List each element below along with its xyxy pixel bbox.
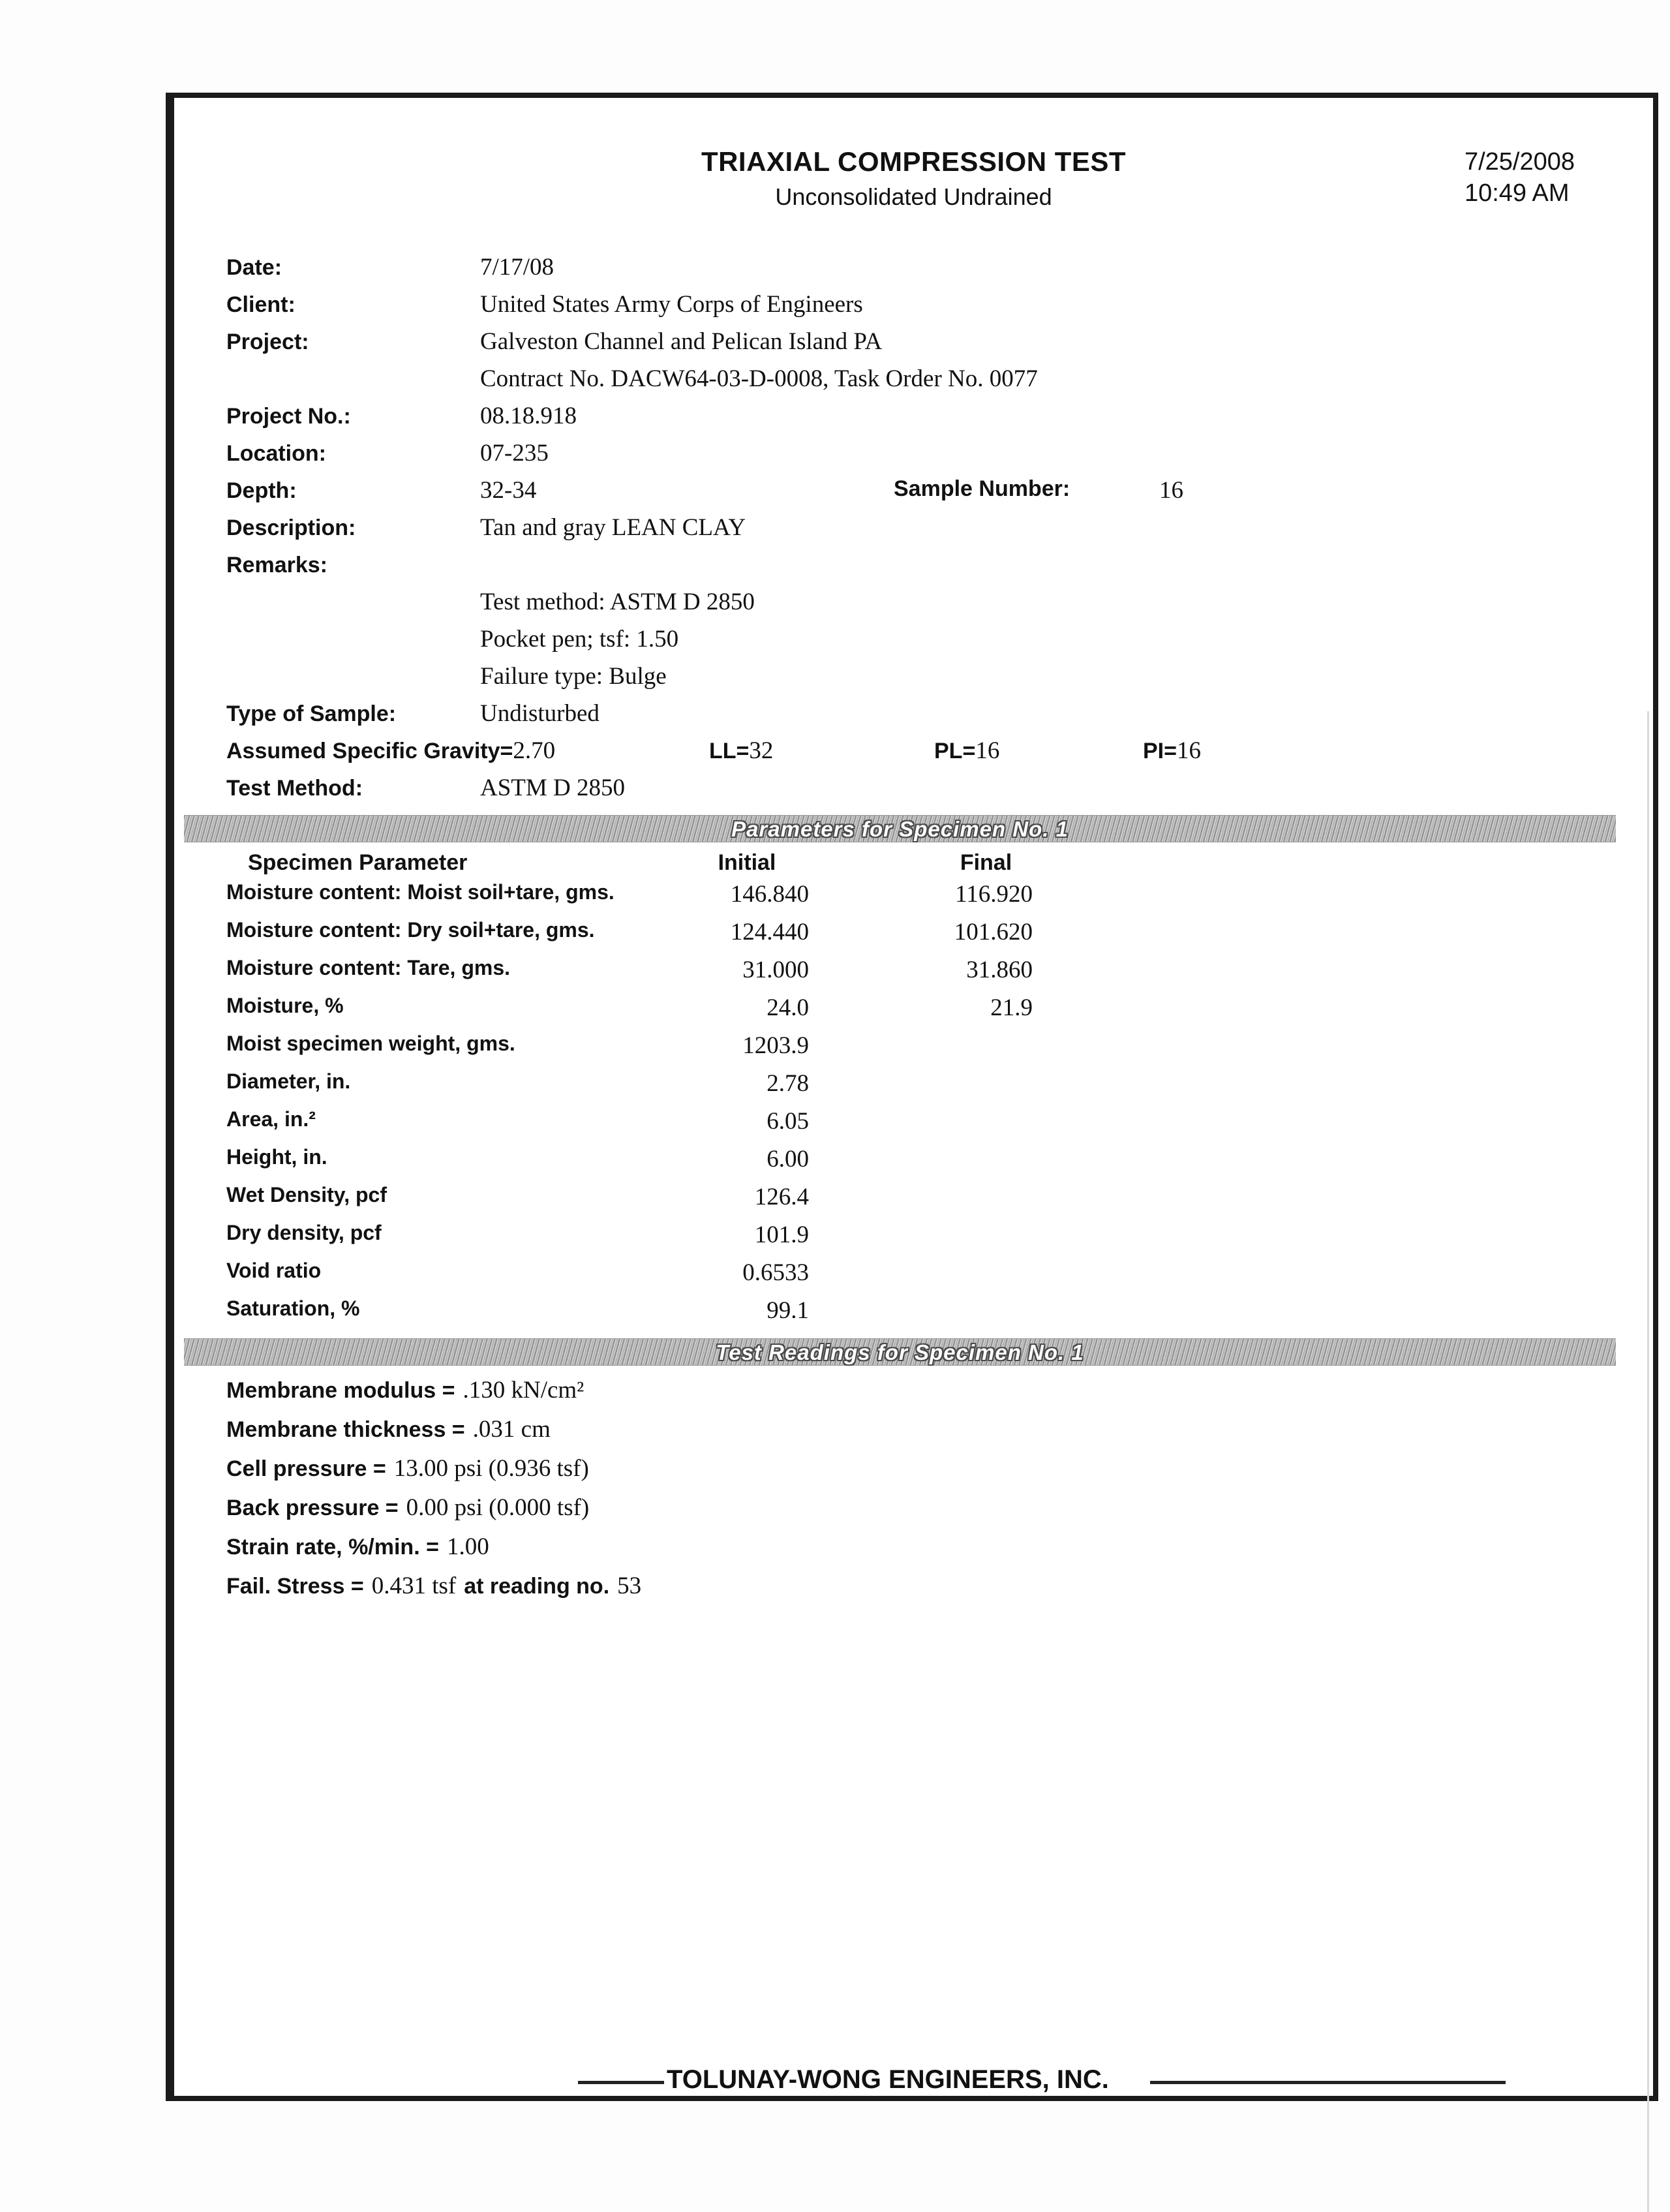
field-value: Test method: ASTM D 2850 bbox=[480, 589, 755, 615]
field-value: Tan and gray LEAN CLAY bbox=[480, 514, 746, 541]
info-row bbox=[226, 253, 1653, 290]
field-value: 7/17/08 bbox=[480, 254, 554, 281]
specific-gravity-row bbox=[226, 737, 1653, 774]
specific-gravity-value: 2.70 bbox=[513, 737, 556, 764]
footer-rule-left bbox=[578, 2081, 664, 2084]
reading-value: 0.431 tsf bbox=[371, 1573, 457, 1599]
parameter-initial-value: 0.6533 bbox=[742, 1259, 809, 1286]
parameter-name: Moisture content: Dry soil+tare, gms. bbox=[226, 918, 595, 942]
field-value: 08.18.918 bbox=[480, 403, 577, 429]
page-footer bbox=[174, 2057, 1653, 2096]
info-row bbox=[226, 476, 1653, 514]
column-header-final: Final bbox=[960, 850, 1012, 875]
info-row bbox=[226, 551, 1653, 588]
ll-value: 32 bbox=[749, 737, 774, 764]
parameters-table-header bbox=[226, 850, 1653, 880]
footer-company-name: TOLUNAY-WONG ENGINEERS, INC. bbox=[667, 2065, 1109, 2094]
test-readings-block bbox=[226, 1376, 1653, 1611]
print-date: 7/25/2008 bbox=[1464, 148, 1575, 176]
scan-artifact-edge bbox=[1647, 711, 1649, 2212]
parameter-row bbox=[226, 918, 1653, 956]
parameter-name: Moisture, % bbox=[226, 994, 344, 1017]
info-row bbox=[226, 402, 1653, 439]
reading-value: 0.00 psi (0.000 tsf) bbox=[406, 1494, 590, 1521]
section-banner-parameters bbox=[184, 815, 1616, 842]
field-value: Failure type: Bulge bbox=[480, 663, 667, 690]
field-value-secondary: 16 bbox=[1159, 477, 1183, 504]
field-label: Client: bbox=[226, 292, 296, 317]
parameter-row bbox=[226, 1183, 1653, 1221]
parameter-initial-value: 124.440 bbox=[730, 919, 809, 945]
reading-line bbox=[226, 1533, 1653, 1572]
parameter-initial-value: 101.9 bbox=[754, 1221, 809, 1248]
pl-value: 16 bbox=[975, 737, 1000, 764]
parameter-row bbox=[226, 1221, 1653, 1259]
parameter-final-value: 116.920 bbox=[955, 881, 1033, 908]
info-row bbox=[226, 625, 1653, 662]
plastic-limit bbox=[934, 737, 999, 765]
reading-label: Membrane modulus = bbox=[226, 1378, 455, 1403]
info-row bbox=[226, 365, 1653, 402]
parameter-initial-value: 146.840 bbox=[730, 881, 809, 908]
reading-value: 1.00 bbox=[446, 1533, 489, 1560]
pi-value: 16 bbox=[1176, 737, 1201, 764]
field-value: Pocket pen; tsf: 1.50 bbox=[480, 626, 679, 653]
field-label: Project No.: bbox=[226, 404, 351, 429]
column-header-initial: Initial bbox=[718, 850, 776, 875]
field-value: 32-34 bbox=[480, 477, 537, 504]
banner-parameters-text: Parameters for Specimen No. 1 bbox=[731, 817, 1069, 841]
page-subtitle: Unconsolidated Undrained bbox=[775, 183, 1052, 210]
liquid-limit bbox=[709, 737, 773, 765]
reading-line bbox=[226, 1494, 1653, 1533]
reading-value: .031 cm bbox=[472, 1416, 551, 1443]
section-banner-test-readings bbox=[184, 1338, 1616, 1366]
pl-label: PL= bbox=[934, 739, 976, 763]
reading-line bbox=[226, 1454, 1653, 1494]
reading-label: Strain rate, %/min. = bbox=[226, 1535, 439, 1559]
parameter-name: Height, in. bbox=[226, 1145, 327, 1169]
parameter-initial-value: 1203.9 bbox=[742, 1032, 809, 1059]
reading-label: Fail. Stress = bbox=[226, 1574, 364, 1599]
parameter-initial-value: 31.000 bbox=[742, 957, 809, 983]
pi-label: PI= bbox=[1143, 739, 1177, 763]
parameter-name: Moist specimen weight, gms. bbox=[226, 1032, 515, 1055]
document-page bbox=[166, 93, 1658, 2101]
field-label: Depth: bbox=[226, 478, 297, 503]
reading-label: Back pressure = bbox=[226, 1496, 399, 1520]
parameter-initial-value: 24.0 bbox=[767, 994, 809, 1021]
reading-line bbox=[226, 1415, 1653, 1454]
page-title: TRIAXIAL COMPRESSION TEST bbox=[701, 146, 1127, 177]
column-header-parameter: Specimen Parameter bbox=[248, 850, 468, 875]
parameters-table-body bbox=[226, 880, 1653, 1334]
field-value: Undisturbed bbox=[480, 700, 600, 727]
parameter-row bbox=[226, 1069, 1653, 1107]
sample-info-block bbox=[226, 253, 1653, 737]
field-label: Remarks: bbox=[226, 553, 327, 577]
specific-gravity-label: Assumed Specific Gravity= bbox=[226, 739, 513, 763]
reading-line bbox=[226, 1376, 1653, 1415]
print-time: 10:49 AM bbox=[1464, 179, 1570, 207]
field-label-secondary: Sample Number: bbox=[894, 476, 1070, 501]
info-row bbox=[226, 290, 1653, 328]
info-row bbox=[226, 662, 1653, 699]
field-label: Description: bbox=[226, 515, 356, 540]
field-label: Location: bbox=[226, 441, 326, 466]
footer-rule-right bbox=[1150, 2081, 1506, 2084]
parameter-final-value: 31.860 bbox=[966, 957, 1033, 983]
reading-label: Cell pressure = bbox=[226, 1456, 386, 1481]
parameter-name: Void ratio bbox=[226, 1259, 322, 1282]
test-method-value: ASTM D 2850 bbox=[480, 775, 626, 801]
parameter-row bbox=[226, 994, 1653, 1032]
field-label: Type of Sample: bbox=[226, 701, 397, 726]
field-value: Galveston Channel and Pelican Island PA bbox=[480, 328, 883, 355]
field-value: United States Army Corps of Engineers bbox=[480, 291, 863, 318]
parameter-name: Area, in.² bbox=[226, 1107, 316, 1131]
report-header bbox=[174, 98, 1653, 211]
parameter-name: Diameter, in. bbox=[226, 1069, 351, 1093]
field-value: 07-235 bbox=[480, 440, 549, 467]
field-label: Project: bbox=[226, 330, 309, 354]
print-datetime bbox=[1465, 146, 1575, 209]
info-row bbox=[226, 588, 1653, 625]
reading-value: .130 kN/cm² bbox=[463, 1377, 584, 1404]
parameter-row bbox=[226, 880, 1653, 918]
parameter-row bbox=[226, 1297, 1653, 1334]
banner-test-readings-text: Test Readings for Specimen No. 1 bbox=[716, 1340, 1084, 1364]
reading-value: 13.00 psi (0.936 tsf) bbox=[393, 1455, 589, 1482]
parameter-name: Saturation, % bbox=[226, 1297, 360, 1320]
parameter-row bbox=[226, 1107, 1653, 1145]
field-label: Date: bbox=[226, 255, 282, 280]
reading-value-secondary: 53 bbox=[617, 1573, 642, 1599]
parameter-name: Moisture content: Moist soil+tare, gms. bbox=[226, 880, 615, 904]
ll-label: LL= bbox=[709, 739, 750, 763]
reading-line bbox=[226, 1572, 1653, 1611]
reading-label: Membrane thickness = bbox=[226, 1417, 465, 1442]
field-value: Contract No. DACW64-03-D-0008, Task Order No. 0077 bbox=[480, 365, 1038, 392]
parameter-final-value: 21.9 bbox=[990, 994, 1033, 1021]
info-row bbox=[226, 514, 1653, 551]
parameter-initial-value: 6.00 bbox=[767, 1146, 809, 1173]
parameter-initial-value: 126.4 bbox=[754, 1184, 809, 1210]
parameter-row bbox=[226, 1145, 1653, 1183]
parameter-row bbox=[226, 1032, 1653, 1069]
info-row bbox=[226, 699, 1653, 737]
test-method-row bbox=[226, 774, 1653, 811]
parameter-row bbox=[226, 956, 1653, 994]
parameter-name: Wet Density, pcf bbox=[226, 1183, 387, 1206]
parameter-initial-value: 2.78 bbox=[767, 1070, 809, 1097]
reading-label-secondary: at reading no. bbox=[464, 1574, 610, 1599]
parameter-row bbox=[226, 1259, 1653, 1297]
parameter-name: Dry density, pcf bbox=[226, 1221, 382, 1244]
parameter-initial-value: 6.05 bbox=[767, 1108, 809, 1135]
parameter-final-value: 101.620 bbox=[954, 919, 1033, 945]
parameter-initial-value: 99.1 bbox=[767, 1297, 809, 1324]
info-row bbox=[226, 439, 1653, 476]
parameter-name: Moisture content: Tare, gms. bbox=[226, 956, 511, 979]
info-row bbox=[226, 328, 1653, 365]
test-method-label: Test Method: bbox=[226, 776, 363, 801]
plasticity-index bbox=[1143, 737, 1201, 765]
